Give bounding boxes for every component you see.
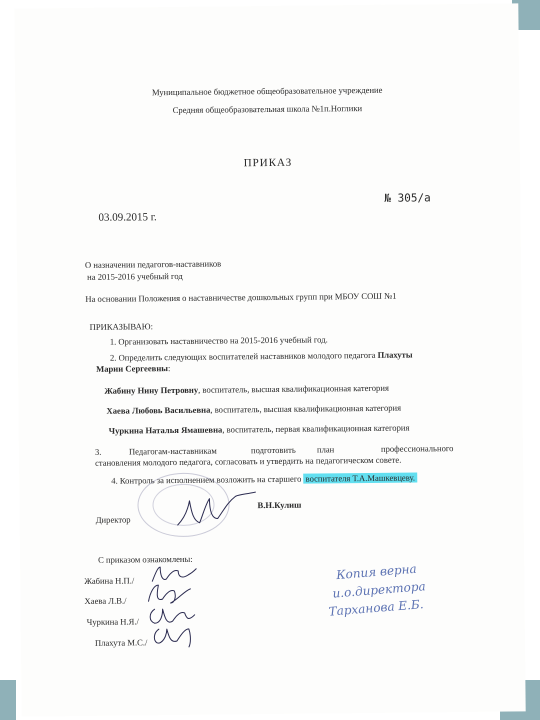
director-signature [169, 488, 259, 533]
mentor-2 [106, 403, 401, 417]
subject-line-1: О назначении педагогов-наставников [84, 258, 222, 270]
acquainted-heading: С приказом ознакомлены: [98, 553, 193, 565]
handwritten-note-line-3: Тарханова Е.Б. [328, 597, 425, 619]
signature-role: Директор [95, 514, 131, 525]
acquainted-person-4: Плахута М.С./ [94, 637, 148, 648]
institution-line-2: Средняя общеобразовательная школа №1п.Ноглики [172, 103, 363, 116]
order-item-3-word-1: Педагогам-наставникам [128, 445, 217, 457]
mentor-3-name: Чуркина Наталья Ямашевна [108, 424, 223, 436]
order-item-3-word-2: подготовить [250, 444, 296, 456]
order-word: ПРИКАЗЫВАЮ: [89, 321, 154, 332]
mentor-1 [104, 383, 389, 397]
order-item-3-word-3: план [316, 444, 335, 455]
order-item-3-number: 3. [94, 446, 102, 457]
institution-line-1: Муниципальное бюджетное общеобразовательное учреждение [151, 84, 383, 98]
mentee-colon: : [167, 363, 171, 374]
order-item-1: 1. Организовать наставничество на 2015-2016 учебный год. [109, 334, 328, 347]
mentor-3-details: , воспитатель, первая квалификационная категория [222, 422, 410, 435]
mentor-1-name: Жабину Нину Петровну [104, 384, 199, 396]
order-item-4-highlight: воспитателя Т.А.Машкевцеву. [305, 472, 416, 484]
acquainted-person-2: Хаева Л.В./ [84, 595, 127, 606]
document-title: ПРИКАЗ [243, 156, 293, 170]
corner-decoration-bottom-left [0, 680, 16, 720]
acquainted-person-1: Жабина Н.П./ [84, 575, 135, 586]
mentor-1-details: , воспитатель, высшая квалификационная категория [198, 382, 389, 395]
order-item-2-line-2 [96, 363, 170, 375]
signature-name: В.Н.Кулиш [257, 499, 302, 511]
acquainted-person-3: Чуркина Н.Я./ [86, 616, 139, 627]
order-item-3-word-4: профессионального [380, 443, 454, 454]
handwritten-note-line-1: Копия верна [335, 561, 418, 583]
mentee-name-part-1: Плахуты [377, 349, 413, 360]
subject-line-2: на 2015-2016 учебный год [87, 270, 183, 282]
document-number: № 305/а [384, 191, 431, 205]
mentor-2-details: , воспитатель, высшая квалификационная категория [210, 402, 402, 415]
mentee-name-part-2: Марии Сергеевны [96, 363, 169, 374]
order-item-2-text: 2. Определить следующих воспитателей наставников молодого педагога [109, 349, 376, 363]
mentor-3 [109, 423, 410, 437]
mentor-2-name: Хаева Любовь Васильевна [106, 404, 211, 416]
order-item-2 [110, 350, 413, 364]
scanned-document [14, 3, 525, 716]
document-date: 03.09.2015 г. [98, 211, 157, 224]
order-item-4-text: 4. Контроль за исполнением возложить на старшего [111, 473, 304, 486]
handwritten-note-line-2: и.о.директора [331, 579, 427, 601]
basis-text: На основании Положения о наставничестве дошкольных групп при МБОУ СОШ №1 [85, 290, 397, 304]
acquainted-signature-4 [149, 623, 199, 650]
order-item-3-line-2: становления молодого педагога, согласовать и утвердить на педагогическом совете. [95, 454, 402, 468]
